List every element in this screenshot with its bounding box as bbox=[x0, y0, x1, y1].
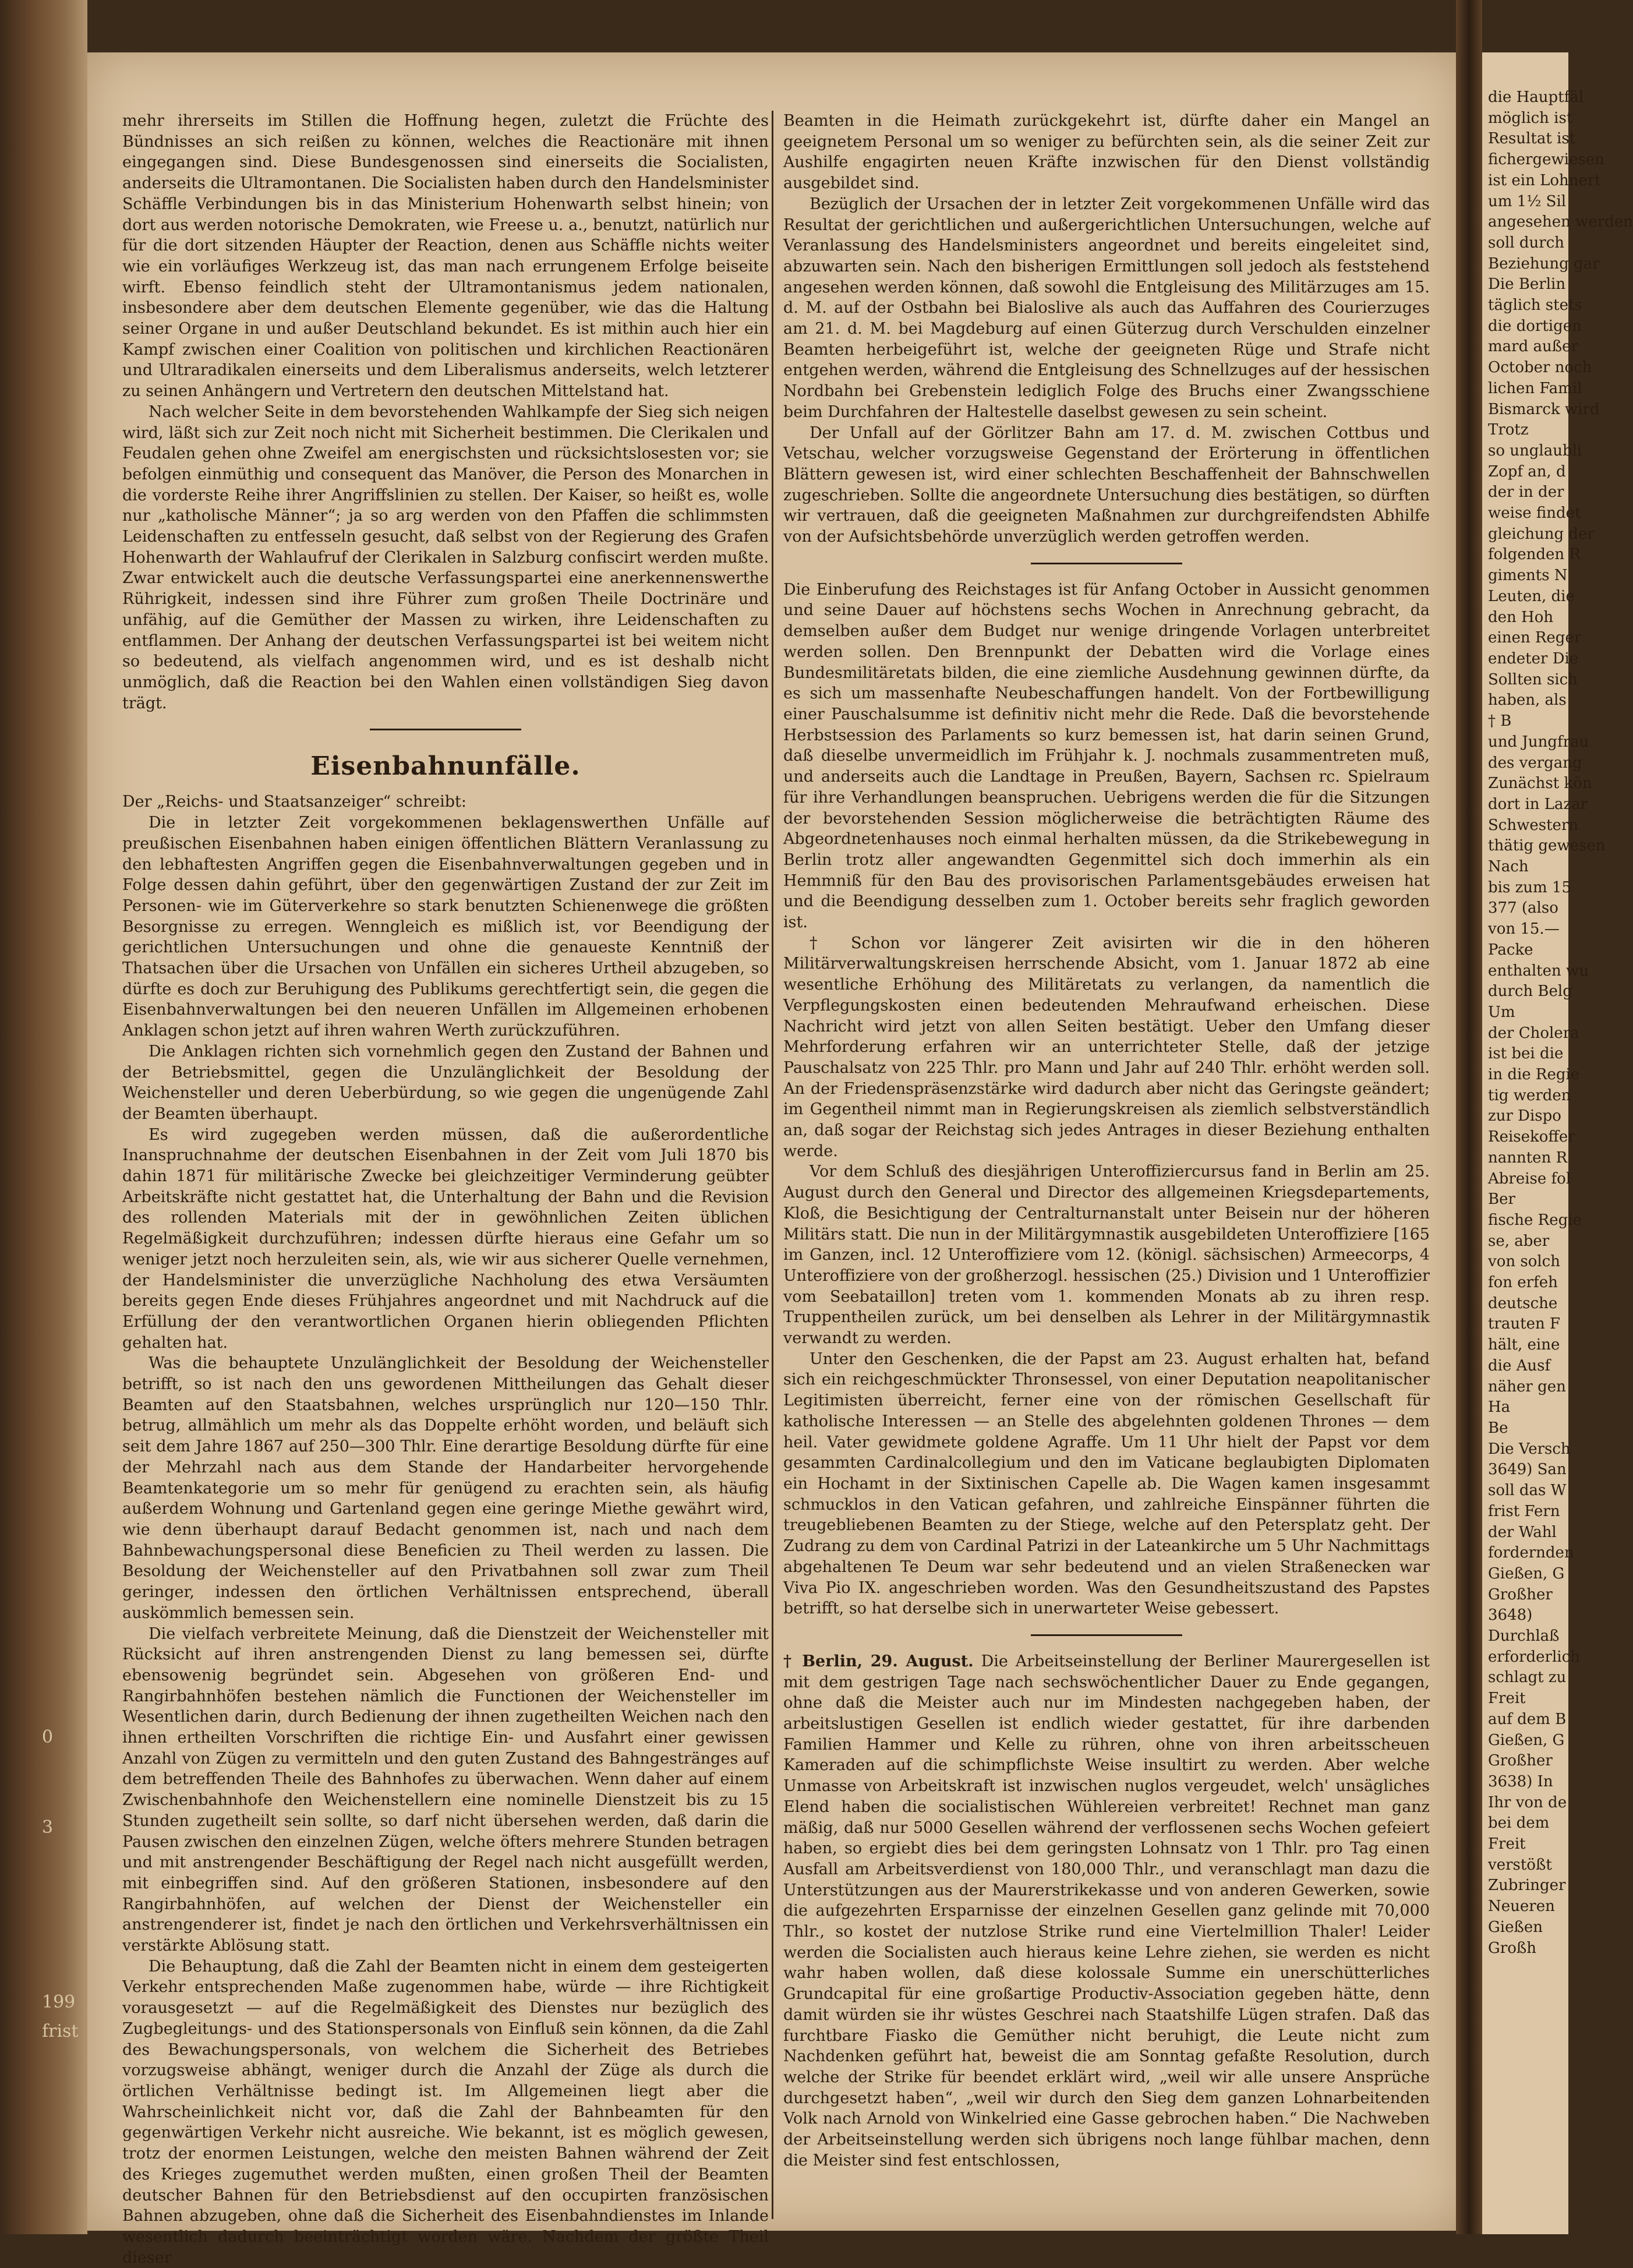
adjacent-page-line: Bismarck wird bbox=[1488, 400, 1600, 418]
adjacent-page-line: Gießen, G bbox=[1488, 1564, 1565, 1582]
edge-number: frist bbox=[42, 2021, 79, 2041]
adjacent-page-line: Großher bbox=[1488, 1585, 1553, 1603]
adjacent-page-line: durch Belg bbox=[1488, 983, 1572, 1001]
column-divider bbox=[772, 111, 773, 2219]
section-rule bbox=[1031, 563, 1182, 564]
adjacent-page-line: möglich ist bbox=[1488, 109, 1573, 127]
adjacent-page-line: die Hauptfäl bbox=[1488, 89, 1584, 106]
adjacent-page-line: endeter Die bbox=[1488, 649, 1579, 667]
adjacent-page-line: Freit bbox=[1488, 1690, 1526, 1708]
adjacent-page-line: ist bei die bbox=[1488, 1045, 1564, 1063]
adjacent-page-line: 3648) bbox=[1488, 1606, 1533, 1624]
adjacent-page-line: die dortigen bbox=[1488, 317, 1582, 335]
book-gutter bbox=[1456, 0, 1482, 2234]
adjacent-page-line: verstößt bbox=[1488, 1856, 1552, 1874]
adjacent-page-line: Großh bbox=[1488, 1939, 1536, 1957]
adjacent-page-line: der Cholera bbox=[1488, 1024, 1579, 1042]
edge-number: 199 bbox=[42, 1992, 76, 2012]
dateline: † Berlin, 29. August. bbox=[783, 1652, 974, 1670]
adjacent-page-line: auf dem B bbox=[1488, 1710, 1567, 1728]
adjacent-page-line: Beziehung gar bbox=[1488, 255, 1600, 273]
adjacent-page-line: Neueren bbox=[1488, 1898, 1555, 1916]
adjacent-page-line: fische Regie bbox=[1488, 1211, 1582, 1229]
section-rule bbox=[1031, 1634, 1182, 1636]
adjacent-page-line: den Hoh bbox=[1488, 608, 1554, 626]
article-paragraph: Die Behauptung, daß die Zahl der Beamten nicht in einem dem gesteigerten Verkehr entsprechenden Maße zugenommen habe, würde — ihre Richtigkeit vorausgesetzt — auf die Regelmäßigkeit des Dienstes nur bezüglich des Zugbegleitungs- und des Stationspersonals von Einfluß sein können, da die Zahl des Bewachungspersonals, von welchem die Sicherheit des Betriebes vorzugsweise abhängt, weniger durch die Anzahl der Züge als durch die örtlichen Verhältnisse bedingt ist. Im Allgemeinen liegt aber die Wahrscheinlichkeit nicht vor, daß die Zahl der Bahnbeamten für den gegenwärtigen Verkehr nicht ausreiche. Wie bekannt, ist es möglich gewesen, trotz der enormen Leistungen, welche den meisten Bahnen während der Zeit des Krieges zugemuthet werden mußten, einen großen Theil der Beamten deutscher Bahnen für den Betriebsdienst auf den occupirten französischen Bahnen abzugeben, ohne daß die Sicherheit des Eisenbahndienstes im Inlande wesentlich dadurch beeinträchtigt worden wäre. Nachdem der größte Theil dieser bbox=[122, 1957, 769, 2267]
section-heading: Eisenbahnunfälle. bbox=[310, 751, 581, 782]
adjacent-page-line: bei dem bbox=[1488, 1814, 1550, 1832]
article-paragraph: mehr ihrerseits im Stillen die Hoffnung hegen, zuletzt die Früchte des Bündnisses an sich reißen zu können, welches die Reactionäre mit ihnen eingegangen sind. Diese Bundesgenossen sind einerseits die Socialisten, anderseits die Ultramontanen. Die Socialisten haben durch den Handelsminister Schäffle Verbindungen bis in das Ministerium Hohenwarth selbst hinein; von dort aus werden notorische Demokraten, wie Freese u. a., benutzt, natürlich nur für die dort sitzenden Häupter der Reaction, denen aus Schäffle nichts weiter wie ein vorläufiges Werkzeug ist, das man nach errungenem Erfolge beiseite wirft. Ebenso feindlich steht der Ultramontanismus jedem nationalen, insbesondere aber dem deutschen Elemente gegenüber, wie das die Haltung seiner Organe in und außer Deutschland bekundet. Es ist mithin auch hier ein Kampf zwischen einer Coalition von politischen und kirchlichen Reactionären und Ultraradikalen einerseits und dem Liberalismus anderseits, welch letzterer zu seinen Anhängern und Vertretern den deutschen Mittelstand hat. bbox=[122, 112, 769, 401]
adjacent-page-line: soll durch bbox=[1488, 234, 1565, 252]
adjacent-page-line: folgenden R bbox=[1488, 546, 1581, 564]
adjacent-page-line: trauten F bbox=[1488, 1315, 1561, 1333]
adjacent-page-line: soll das W bbox=[1488, 1482, 1567, 1500]
adjacent-page-line: die Ausf bbox=[1488, 1356, 1551, 1375]
adjacent-page-line: weise findet bbox=[1488, 504, 1581, 522]
adjacent-page-line: tig werden bbox=[1488, 1086, 1571, 1104]
adjacent-page-line: † B bbox=[1488, 712, 1512, 730]
adjacent-page-line: gleichung der bbox=[1488, 525, 1595, 543]
adjacent-page-line: deutsche bbox=[1488, 1294, 1558, 1312]
adjacent-page-line: von 15.— bbox=[1488, 920, 1560, 938]
article-paragraph: Die in letzter Zeit vorgekommenen beklagenswerthen Unfälle auf preußischen Eisenbahnen haben einigen öffentlichen Blättern Veranlassung zu den lebhaftesten Angriffen gegen die Eisenbahnverwaltungen gegeben und in Folge dessen dahin geführt, über den gegenwärtigen Zustand der zur Zeit im Personen- wie im Güterverkehre so stark benutzten Schienenwege die größten Besorgnisse zu erregen. Wenngleich es mißlich ist, vor Beendigung der gerichtlichen Untersuchungen und ohne die genaueste Kenntniß der Thatsachen über die Ursachen von Unfällen ein sicheres Urtheil abzugeben, so dürfte es doch zur Beruhigung des Publikums gerechtfertigt sein, die gegen die Eisenbahnverwaltungen bei den neueren Unfällen im Allgemeinen erhobenen Anklagen schon jetzt auf ihren wahren Werth zurückzuführen. bbox=[122, 814, 769, 1040]
adjacent-page-line: hält, eine bbox=[1488, 1336, 1560, 1354]
article-paragraph: Unter den Geschenken, die der Papst am 23. August erhalten hat, befand sich ein reichgeschmückter Thronsessel, von einer Deputation neapolitanischer Legitimisten überreicht, ferner eine von der römischen Gesellschaft für katholische Interessen — an Stelle des abgelehnten goldenen Thrones — dem heil. Vater gewidmete goldene Agraffe. Um 11 Uhr hielt der Papst vor dem gesammten Cardinalcollegium und den im Vaticane beglaubigten Diplomaten ein Hochamt in der Sixtinischen Capelle ab. Die Wagen kamen insgesammt schmucklos in den Vatican gefahren, und zahlreiche Einspänner führten die treugebliebenen Beamten zu der Stiege, welche auf den Petersplatz geht. Der Zudrang zu dem von Cardinal Patrizi in der Lateankirche um 5 Uhr Nachmittags abgehaltenen Te Deum war sehr bedeutend und an vielen Straßenecken war Viva Pio IX. angeschrieben worden. Was den Gesundheitszustand des Papstes betrifft, so hat derselbe sich in unerwarteter Weise gebessert. bbox=[783, 1350, 1430, 1618]
article-paragraph: Der „Reichs- und Staatsanzeiger“ schreibt: bbox=[122, 793, 467, 811]
article-paragraph: Vor dem Schluß des diesjährigen Unteroffiziercursus fand in Berlin am 25. August durch den General und Director des allgemeinen Kriegsdepartements, Kloß, die Besichtigung der Centralturnanstalt unter Beisein nur der höheren Militärs statt. Die nun in der Militärgymnastik ausgebildeten Unteroffiziere [165 im Ganzen, incl. 12 Unteroffiziere vom 12. (königl. sächsischen) Armeecorps, 4 Unteroffiziere von der großherzogl. hessischen (25.) Division und 1 Unteroffizier vom Seebataillon] treten vom 1. kommenden Monats ab zu ihren resp. Truppentheilen zurück, um bei denselben als Lehrer in der Militärgymnastik verwandt zu werden. bbox=[783, 1163, 1430, 1348]
adjacent-page-line: 3638) In bbox=[1488, 1772, 1553, 1790]
adjacent-page-line: haben, als bbox=[1488, 691, 1567, 709]
adjacent-page-line: frist Fern bbox=[1488, 1502, 1560, 1520]
adjacent-page-line: Durchlaß bbox=[1488, 1627, 1560, 1645]
adjacent-page-line: fordernden bbox=[1488, 1544, 1574, 1562]
article-paragraph: Die Einberufung des Reichstages ist für Anfang October in Aussicht genommen und seine Dauer auf höchstens sechs Wochen in Anrechnung gebracht, da demselben außer dem Budget nur wenige dringende Vorlagen unterbreitet werden sollen. Den Brennpunkt der Debatten wird die Vorlage eines Bundesmilitäretats bilden, die eine ziemliche Ausdehnung gewinnen dürfte, da es sich um massenhafte Neubeschaffungen handelt. Von der Fortbewilligung einer Pauschalsumme ist definitiv nicht mehr die Rede. Daß die bevorstehende Herbstsession des Parlaments so kurz bemessen ist, hat darin seinen Grund, daß dieselbe unvermeidlich im Frühjahr k. J. nochmals zusammentreten muß, und anderseits auch die Landtage in Preußen, Bayern, Sachsen rc. Spielraum für ihre Verhandlungen beanspruchen. Uebrigens werden die für die Sitzungen der bevorstehenden Session möglicherweise die beträchtigten Räume des Abgeordnetenhauses noch einmal herhalten müssen, da die Strikebewegung in Berlin trotz aller angewandten Gegenmittel sich doch immerhin als ein Hemmniß für den Bau des provisorischen Parlamentsgebäudes erweisen hat und die Beendigung desselben zum 1. October bereits sehr fraglich geworden ist. bbox=[783, 580, 1430, 932]
adjacent-page-line: nannten R bbox=[1488, 1149, 1568, 1167]
adjacent-page-fragment bbox=[1482, 52, 1633, 2234]
adjacent-page-line: Um bbox=[1488, 1003, 1515, 1021]
adjacent-page-line: Ber bbox=[1488, 1190, 1515, 1209]
edge-number: 0 bbox=[42, 1727, 54, 1747]
adjacent-page-line: Zubringer bbox=[1488, 1877, 1566, 1895]
adjacent-page-line: Gießen bbox=[1488, 1918, 1543, 1936]
article-paragraph: Die Anklagen richten sich vornehmlich gegen den Zustand der Bahnen und der Betriebsmittel, gegen die Unzulänglichkeit der Besoldung der Weichensteller und deren Ueberbürdung, so wie gegen die ungenügende Zahl der Beamten überhaupt. bbox=[122, 1042, 769, 1123]
adjacent-page-line: lichen Famil bbox=[1488, 379, 1582, 397]
article-paragraph: Nach welcher Seite in dem bevorstehenden Wahlkampfe der Sieg sich neigen wird, läßt sich zur Zeit noch nicht mit Sicherheit bestimmen. Die Clerikalen und Feudalen gehen ohne Zweifel am energischsten und rücksichtslosesten vor; sie befolgen einmüthig und consequent das Manöver, die Person des Monarchen in die vorderste Reihe ihrer Angriffslinien zu stellen. Der Kaiser, so heißt es, wolle nur „katholische Männer“; ja so arg werden von den Pfaffen die schlimmsten Leidenschaften zu entfesseln gesucht, daß selbst von der Regierung des Grafen Hohenwarth der Wahlaufruf der Clerikalen in Salzburg confiscirt werden mußte. Zwar entwickelt auch die deutsche Verfassungspartei eine anerkennenswerthe Rührigkeit, indessen sind ihre Führer zum großen Theile Doctrinäre und unfähig, auf die Gemüther der Massen zu wirken, ihre Leidenschaften zu entflammen. Der Anhang der deutschen Verfassungspartei ist bei weitem nicht so bedeutend, als vielfach angenommen wird, und es ist deshalb nicht unmöglich, daß die Reaction bei den Wahlen einen vollständigen Sieg davon trägt. bbox=[122, 402, 769, 712]
adjacent-page-line: Großher bbox=[1488, 1752, 1553, 1770]
adjacent-page-line: ist ein Lohnert bbox=[1488, 171, 1601, 189]
adjacent-page-line: täglich stets bbox=[1488, 296, 1582, 315]
article-text: Die Arbeitseinstellung der Berliner Maurergesellen ist mit dem gestrigen Tage nach sechswöchentlicher Dauer zu Ende gegangen, ohne daß die Meister auch nur im Mindesten nachgegeben haben, der arbeitslustigen Gesellen ist endlich wieder gestattet, für ihre darbenden Familien Hammer und Kelle zu rühren, ohne von ihren arbeitsscheuen Kameraden auf die schimpflichste Weise insultirt zu werden. Aber welche Unmasse von Arbeitskraft ist inzwischen nuglos vergeudet, welch' unsägliches Elend haben die socialistischen Wühlereien verbreitet! Rechnet man ganz mäßig, daß nur 5000 Gesellen während der verflossenen sechs Wochen gefeiert haben, so ergiebt dies bei dem geringsten Lohnsatz von 1 Thlr. pro Tag einen Ausfall am Arbeitsverdienst von 180,000 Thlr., und veranschlagt man dazu die Unterstützungen aus der Maurerstrikekasse und von anderen Gewerken, sowie die aufgezehrten Ersparnisse der einzelnen Gesellen ganz gelinde mit 70,000 Thlr., so kostet der nutzlose Strike rund eine Viertelmillion Thaler! Leider werden die Socialisten auch hieraus keine Lehre ziehen, sie werden es nicht wahr haben wollen, daß diese kolossale Summe ein unerschütterliches Grundcapital für eine großartige Productiv-Association gegeben hätte, denn damit würden sie ihr wüstes Geschrei nach Staatshilfe Lügen strafen. Daß das furchtbare Fiasko die Gemüther nicht beruhigt, die Leute nicht zum Nachdenken geführt hat, beweist die am Sonntag gefaßte Resolution, durch welche der Strike für beendet erklärt wird, „weil wir alle unsere Ansprüche durchgesetzt haben“, „weil wir durch den Sieg dem ganzen Lohnarbeitenden Volk nach Arnold von Winkelried eine Gasse gebrochen haben.“ Die Nachweben der Arbeitseinstellung werden sich übrigens noch lange fühlbar machen, denn die Meister sind fest entschlossen, bbox=[783, 1652, 1430, 2170]
edge-number: 3 bbox=[42, 1817, 54, 1838]
adjacent-page-line: angesehen werden bbox=[1488, 213, 1633, 231]
adjacent-page-line: in die Regie bbox=[1488, 1066, 1580, 1084]
adjacent-page-line: Sollten sich bbox=[1488, 670, 1578, 688]
article-paragraph: Der Unfall auf der Görlitzer Bahn am 17. d. M. zwischen Cottbus und Vetschau, welcher vorzugsweise Gegenstand der Erörterung in öffentlichen Blättern gewesen ist, wird einer schlechten Beschaffenheit der Bahnschwellen zugeschrieben. Sollte die angeordnete Untersuchung dies bestätigen, so dürften wir vertrauen, daß die geeigneten Maßnahmen zur durchgreifendsten Abhilfe von der Aufsichtsbehörde unverzüglich werden getroffen werden. bbox=[783, 423, 1430, 546]
adjacent-page-line: Ihr von de bbox=[1488, 1793, 1567, 1811]
article-paragraph: Was die behauptete Unzulänglichkeit der Besoldung der Weichensteller betrifft, so ist nach den uns gewordenen Mittheilungen das Gehalt dieser Beamten auf den Staatsbahnen, welches ursprünglich nur 120—150 Thlr. betrug, allmählich um mehr als das Doppelte erhöht worden, und beläuft sich seit dem Jahre 1867 auf 250—300 Thlr. Eine derartige Besoldung dürfte für eine der Mehrzahl nach aus dem Stande der Handarbeiter hervorgehende Beamtenkategorie um so mehr für genügend zu erachten sein, als häufig außerdem Wohnung und Gartenland gegen eine geringe Miethe gewährt wird, wie denn überhaupt darauf Bedacht genommen ist, nach und nach dem Bahnbewachungspersonal diese Beneficien zu Theil werden zu lassen. Die Besoldung der Weichensteller auf den Privatbahnen soll zwar zum Theil geringer, indessen den örtlichen Verhältnissen entsprechend, überall auskömmlich bemessen sein. bbox=[122, 1354, 769, 1622]
adjacent-page-line: Ha bbox=[1488, 1398, 1511, 1416]
right-column bbox=[783, 111, 1430, 2171]
adjacent-page-line: Die Berlin bbox=[1488, 275, 1566, 294]
adjacent-page-line: Be bbox=[1488, 1419, 1508, 1437]
adjacent-page-line: dort in Lazar bbox=[1488, 795, 1588, 813]
article-paragraph: Es wird zugegeben werden müssen, daß die außerordentliche Inanspruchnahme der deutschen Eisenbahnen in der Zeit vom Juli 1870 bis dahin 1871 für militärische Zwecke bei gleichzeitiger Verminderung geübter Arbeitskräfte nicht gestattet hat, die Unterhaltung der Bahn und die Revision des rollenden Materials mit der in gewöhnlichen Zeiten üblichen Regelmäßigkeit durchzuführen; indessen dürfte hieraus eine Gefahr um so weniger jetzt noch herzuleiten sein, als, wie wir aus sicherer Quelle vernehmen, der Handelsminister die unverzügliche Nachholung des etwa Versäumten bereits gegen Ende dieses Frühjahres angeordnet und mit Nachdruck auf die Erfüllung der den verantwortlichen Organen hierin obliegenden Pflichten gehalten hat. bbox=[122, 1125, 769, 1352]
article-paragraph: Beamten in die Heimath zurückgekehrt ist, dürfte daher ein Mangel an geeignetem Personal um so weniger zu befürchten sein, als die seiner Zeit zur Aushilfe engagirten neuen Kräfte inzwischen für den Dienst vollständig ausgebildet sind. bbox=[783, 112, 1430, 193]
adjacent-page-line: Zunächst kön bbox=[1488, 775, 1592, 793]
book-binding bbox=[0, 0, 87, 2234]
adjacent-page-line: der Wahl bbox=[1488, 1523, 1557, 1541]
adjacent-page-line: fon erfeh bbox=[1488, 1274, 1558, 1292]
adjacent-page-line: Zopf an, d bbox=[1488, 462, 1566, 481]
adjacent-page-line: bis zum 15 bbox=[1488, 878, 1572, 896]
adjacent-page-line: und Jungfrau bbox=[1488, 733, 1589, 751]
adjacent-page-line: fichergewiesen bbox=[1488, 151, 1604, 169]
adjacent-page-line: näher gen bbox=[1488, 1377, 1566, 1396]
adjacent-page-lines bbox=[1482, 52, 1633, 1959]
adjacent-page-line: der in der bbox=[1488, 483, 1564, 501]
adjacent-page-line: 3649) San bbox=[1488, 1461, 1567, 1479]
adjacent-page-line: Gießen, G bbox=[1488, 1731, 1565, 1749]
adjacent-page-line: October noch bbox=[1488, 359, 1592, 377]
adjacent-page-line: enthalten wu bbox=[1488, 962, 1589, 980]
adjacent-page-line: so unglaubli bbox=[1488, 441, 1582, 460]
adjacent-page-line: schlagt zu bbox=[1488, 1669, 1567, 1687]
adjacent-page-line: von solch bbox=[1488, 1253, 1560, 1271]
article-paragraph: † Schon vor längerer Zeit avisirten wir die in den höheren Militärverwaltungskreisen herrschende Absicht, vom 1. Januar 1872 ab eine wesentliche Erhöhung des Militäretats zu verlangen, da namentlich die Verpflegungskosten einen bedeutenden Mehraufwand erheischen. Diese Nachricht wird jetzt von allen Seiten bestätigt. Ueber den Umfang dieser Mehrforderung erfahren wir an unterrichteter Stelle, daß der jetzige Pauschalsatz von 225 Thlr. pro Mann und Jahr auf 240 Thlr. erhöht werden soll. An der Friedenspräsenzstärke wird dadurch aber nicht das Geringste geändert; im Gegentheil nimmt man in Regierungskreisen als ziemlich selbstverständlich an, daß sogar der Reichstag sich jedes Antrages in dieser Beziehung enthalten werde. bbox=[783, 934, 1430, 1160]
adjacent-page-line: Packe bbox=[1488, 941, 1533, 959]
adjacent-page-line: Nach bbox=[1488, 858, 1529, 876]
article-paragraph: Die vielfach verbreitete Meinung, daß die Dienstzeit der Weichensteller mit Rücksicht auf ihren anstrengenden Dienst zu lang bemessen sei, dürfte ebensowenig begründet sein. Abgesehen von größeren End- und Rangirbahnhöfen bestehen nämlich die Functionen der Weichensteller im Wesentlichen darin, durch Bedienung der ihnen zugetheilten Weichen nach den ihnen ertheilten Vorschriften die richtige Ein- und Ausfahrt einer gewissen Anzahl von Zügen zu vermitteln und den guten Zustand des Bahngestränges auf dem betreffenden Theile des Bahnhofes zu überwachen. Wenn daher auf einem Zwischenbahnhofe den Weichenstellern eine nominelle Dienstzeit bis zu 15 Stunden zugetheilt sein sollte, so darf nicht übersehen werden, daß darin die Pausen zwischen den einzelnen Zügen, welche öfters mehrere Stunden betragen und mit anstrengender Beschäftigung der Regel nach nicht ausgefüllt werden, mit einbegriffen sind. Auf den größeren Stationen, insbesondere auf den Rangirbahnhöfen, auf welchen der Dienst der Weichensteller ein anstrengenderer ist, findet je nach den örtlichen und Verkehrsverhältnissen ein verstärkte Ablösung statt. bbox=[122, 1624, 769, 1955]
adjacent-page-line: zur Dispo bbox=[1488, 1107, 1561, 1125]
adjacent-page-line: thätig gewesen bbox=[1488, 837, 1606, 855]
adjacent-page-line: Leuten, die bbox=[1488, 587, 1575, 605]
adjacent-page-line: einen Reger bbox=[1488, 629, 1582, 647]
adjacent-page-line: mard außer bbox=[1488, 338, 1578, 356]
adjacent-page-line: Abreise fol bbox=[1488, 1170, 1571, 1188]
adjacent-page-line: um 1½ Sil bbox=[1488, 192, 1567, 210]
adjacent-page-line: Reisekoffer bbox=[1488, 1128, 1575, 1146]
article-paragraph bbox=[783, 1651, 1430, 2171]
article-paragraph: Bezüglich der Ursachen der in letzter Zeit vorgekommenen Unfälle wird das Resultat der gerichtlichen und außergerichtlichen Untersuchungen, welche auf Veranlassung des Handelsministers angeordnet und bereits eingeleitet sind, abzuwarten sein. Nach den bisherigen Ermittlungen soll jedoch als feststehend angesehen werden können, daß sowohl die Entgleisung des Militärzuges am 15. d. M. auf der Ostbahn bei Bialoslive als auch das Auffahren des Courierzuges am 21. d. M. bei Magdeburg auf einen Güterzug durch Verschulden einzelner Beamten herbeigeführt ist, welche der geeigneten Rüge und Strafe nicht entgehen werden, während die Entgleisung des Schnellzuges auf der hessischen Nordbahn bei Grebenstein lediglich Folge des Bruchs einer Zwangsschiene beim Durchfahren der Haltestelle daselbst gewesen zu sein scheint. bbox=[783, 195, 1430, 421]
adjacent-page-line: des vergang bbox=[1488, 754, 1582, 772]
adjacent-page-line: se, aber bbox=[1488, 1232, 1550, 1250]
adjacent-page-line: Freit bbox=[1488, 1835, 1526, 1853]
left-column bbox=[122, 111, 769, 2268]
adjacent-page-line: Resultat ist bbox=[1488, 130, 1576, 148]
adjacent-page-line: 377 (also bbox=[1488, 899, 1558, 917]
adjacent-page-line: Trotz bbox=[1488, 421, 1529, 439]
adjacent-page-line: giments N bbox=[1488, 567, 1568, 585]
section-rule bbox=[370, 729, 521, 730]
adjacent-page-line: Schwestern bbox=[1488, 816, 1579, 834]
newspaper-page bbox=[87, 52, 1462, 2267]
adjacent-page-line: erforderlich bbox=[1488, 1648, 1580, 1666]
adjacent-page-line: Die Versch bbox=[1488, 1440, 1571, 1458]
